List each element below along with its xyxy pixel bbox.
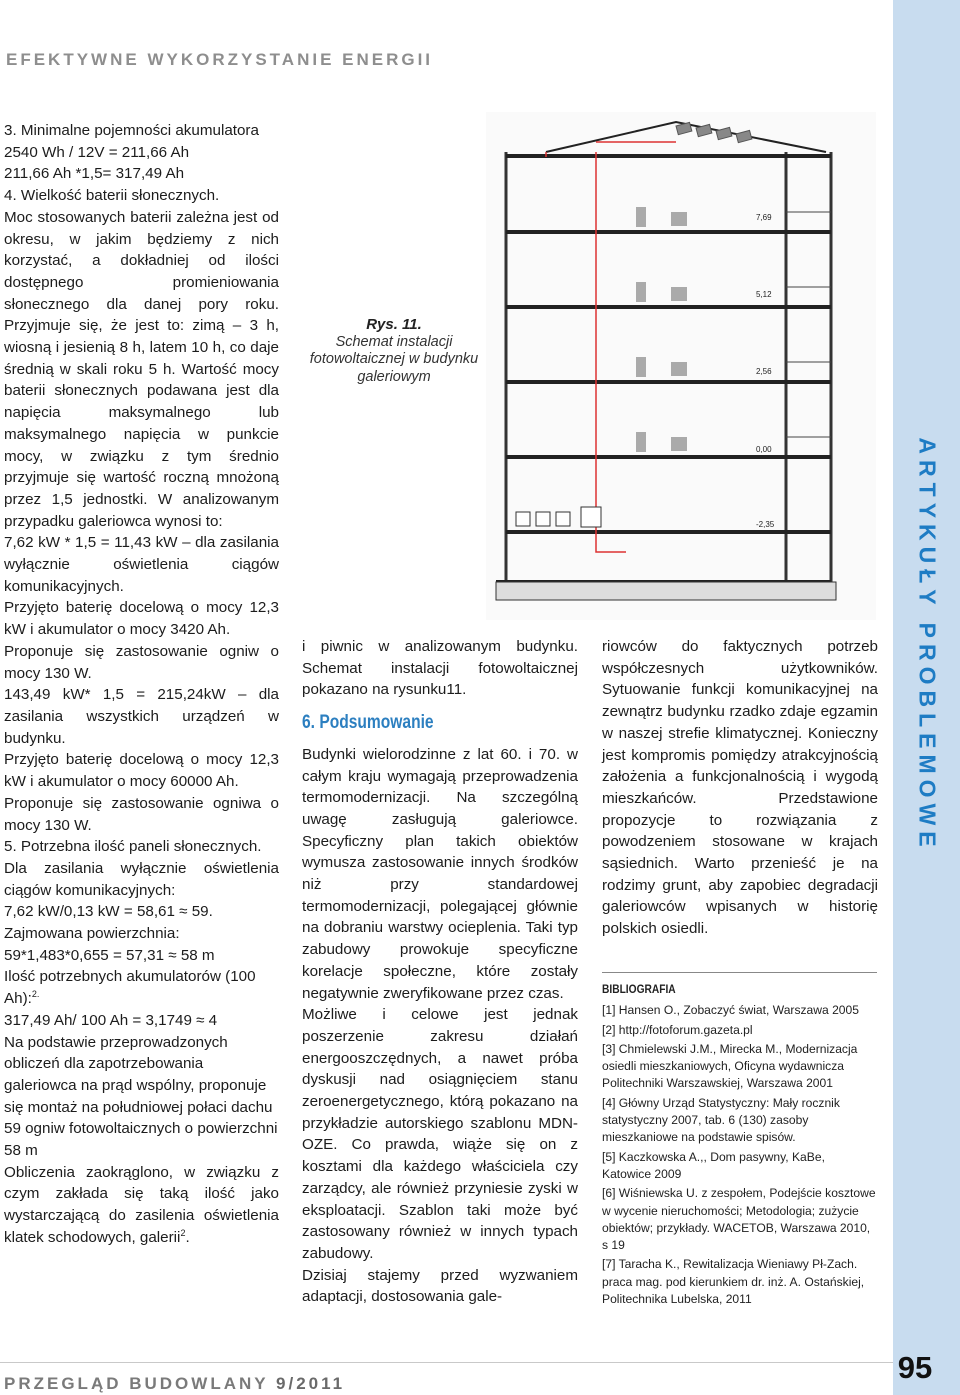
paragraph: Zajmowana powierzchnia: bbox=[4, 925, 180, 943]
caption-text: Schemat instalacji fotowoltaicznej w budynku galeriowym bbox=[309, 333, 479, 385]
paragraph: 3. Minimalne pojemności akumulatora bbox=[4, 122, 259, 139]
paragraph: 2540 Wh / 12V = 211,66 Ah bbox=[4, 143, 190, 161]
paragraph: Dzisiaj stajemy przed wyzwaniem adaptacji, dostosowania gale- bbox=[302, 1266, 578, 1306]
superscript: 2 bbox=[180, 1227, 186, 1238]
level-label: 5,12 bbox=[756, 290, 772, 299]
paragraph: Budynki wielorodzinne z lat 60. i 70. w całym kraju wymagają przeprowadzenia termomodernizacji. Na szczególną uwagę zasługują galeriowce. Specyficzny plan takich obiektów wymusza zastosowanie innych środków niż przy standardowej termomodernizacji, polegającej głównie na dobraniu warstwy ocieplenia. Taki typ zabudowy prowokuje specyficzne korelacje społeczne, które zostały negatywnie zweryfikowane przez czas. bbox=[302, 745, 578, 1002]
paragraph: Moc stosowanych baterii zależna jest od okresu, w jakim będziemy z nich korzystać, a dokładniej od ilości dostępnego promieniowania słonecznego dla danej pory roku. Przyjmuje się, że jest to: zimą – 3 h, wiosną i jesienią 8 h, latem 10 h, co daje średnią w skali roku 5 h. Wartość mocy baterii słonecznych podawana jest dla napięcia maksymalnego lub maksymalnego napięcia w punkcie mocy, w związku z tym średnio przyjmuje się wartość roczną mnożoną przez 1,5 jednostki. W analizowanym przypadku galeriowca wynosi to: bbox=[4, 208, 279, 530]
section-heading: 6. Podsumowanie bbox=[302, 712, 434, 734]
bibliography bbox=[602, 972, 877, 1310]
level-label: 2,56 bbox=[756, 367, 772, 376]
bibliography-entry: [1] Hansen O., Zobaczyć świat, Warszawa 2005 bbox=[602, 1003, 859, 1018]
level-label: 0,00 bbox=[756, 445, 772, 454]
text: . bbox=[185, 1228, 190, 1246]
bibliography-entry: [6] Wiśniewska U. z zespołem, Podejście kosztowe w wycenie nieruchomości; Metodologia; zużycie obiektów; przykłady. WACETOB, Warszawa 2010, s 19 bbox=[602, 1186, 876, 1253]
bibliography-entry: [4] Główny Urząd Statystyczny: Mały rocznik statystyczny 2007, tab. 6 (130) zasoby mieszkaniowe na podstawie spisów. bbox=[602, 1095, 840, 1145]
caption-title: Rys. 11. bbox=[366, 316, 422, 333]
figure-caption bbox=[302, 316, 486, 386]
paragraph bbox=[4, 1162, 279, 1249]
formula: Ilość potrzebnych akumulatorów (100 Ah): bbox=[4, 968, 256, 1008]
issue-number: 9/2011 bbox=[276, 1374, 346, 1393]
paragraph: 7,62 kW * 1,5 = 11,43 kW – dla zasilania wyłącznie oświetlenia ciągów komunikacyjnych. bbox=[4, 534, 279, 595]
paragraph: Proponuje się zastosowanie ogniwa o mocy 130 W. bbox=[4, 794, 279, 834]
paragraph: 7,62 kW/0,13 kW = 58,61 ≈ 59. bbox=[4, 903, 213, 921]
paragraph: 4. Wielkość baterii słonecznych. bbox=[4, 187, 220, 205]
paragraph: Dla zasilania wyłącznie oświetlenia ciągów komunikacyjnych: bbox=[4, 859, 279, 899]
paragraph: 59*1,483*0,655 = 57,31 ≈ 58 m bbox=[4, 946, 215, 964]
bibliography-entry: [2] http://fotoforum.gazeta.pl bbox=[602, 1022, 753, 1037]
paragraph: 5. Potrzebna ilość paneli słonecznych. bbox=[4, 838, 262, 856]
paragraph: Proponuje się zastosowanie ogniw o mocy 130 W. bbox=[4, 642, 279, 682]
bibliography-entry: [3] Chmielewski J.M., Mirecka M., Modernizacja osiedli mieszkaniowych, Oficyna wydawnicza Politechniki Warszawskiej, Warszawa 2001 bbox=[602, 1041, 858, 1091]
footer-divider bbox=[0, 1362, 893, 1363]
bibliography-title: BIBLIOGRAFIA bbox=[602, 982, 676, 996]
paragraph: Na podstawie przeprowadzonych obliczeń dla zapotrzebowania galeriowca na prąd wspólny, proponuje się montaż na południowej połaci dachu 59 ogniw fotowoltaicznych o powierzchni 58 m bbox=[4, 1033, 278, 1160]
magazine-title: PRZEGLĄD BUDOWLANY bbox=[4, 1374, 269, 1393]
paragraph bbox=[4, 966, 279, 1009]
building-section-figure bbox=[486, 112, 876, 620]
text: Obliczenia zaokrąglono, w związku z czym zakłada się taką ilość jako wystarczającą do zasilenia oświetlenia klatek schodowych, galerii bbox=[4, 1163, 279, 1246]
paragraph: riowców do faktycznych potrzeb współczesnych użytkowników. Sytuowanie funkcji komunikacyjnej na zewnątrz budynku rzadko zdaje egzamin w naszej strefie klimatycznej. Konieczny jest kompromis pomiędzy atrakcyjnością założenia a funkcjonalnością i wygodą mieszkańców. Przedstawione propozycje to rozwiązania z powodzeniem stosowane w krajach sąsiednich. Warto przenieść je na rodzimy grunt, aby zapobiec degradacji galeriowców wpisanych w historię polskich osiedli. bbox=[602, 638, 878, 938]
superscript: 2. bbox=[31, 989, 40, 1000]
column-2 bbox=[302, 636, 578, 1308]
page-number: 95 bbox=[897, 1350, 933, 1385]
paragraph: 211,66 Ah *1,5= 317,49 Ah bbox=[4, 165, 185, 183]
paragraph: Przyjęto baterię docelową o mocy 12,3 kW i akumulator o mocy 60000 Ah. bbox=[4, 751, 279, 791]
running-header: EFEKTYWNE WYKORZYSTANIE ENERGII bbox=[6, 50, 434, 69]
paragraph: 143,49 kW* 1,5 = 215,24kW – dla zasilania wszystkich urządzeń w budynku. bbox=[4, 686, 279, 747]
level-label: 7,69 bbox=[756, 213, 772, 222]
footer bbox=[4, 1374, 345, 1394]
section-label: ARTYKUŁY PROBLEMOWE bbox=[914, 437, 941, 853]
column-1 bbox=[4, 120, 279, 1249]
bibliography-entry: [5] Kaczkowska A.,, Dom pasywny, KaBe, Katowice 2009 bbox=[602, 1149, 825, 1181]
paragraph: 317,49 Ah/ 100 Ah = 3,1749 ≈ 4 bbox=[4, 1011, 218, 1029]
column-3 bbox=[602, 636, 878, 940]
bibliography-entry: [7] Taracha K., Rewitalizacja Wieniawy Pł-Zach. praca mag. pod kierunkiem dr. inż. A. Ostańskiej, Politechnika Lubelska, 2011 bbox=[602, 1257, 865, 1307]
level-label: -2,35 bbox=[756, 520, 775, 529]
paragraph: Przyjęto baterię docelową o mocy 12,3 kW i akumulator o mocy 3420 Ah. bbox=[4, 599, 279, 639]
paragraph: Możliwe i celowe jest jednak poszerzenie zakresu działań energooszczędnych, a nawet próba dyskusji nad osiągnięciem stanu zeroenergetycznego, którą pokazano na przykładzie autorskiego szablonu MDN-OZE. Co prawda, wiąże się on z kosztami dla każdego właściciela czy zarządcy, ale również przyniesie zyski w eksploatacji. Szablon taki może być zastosowany również w innych typach zabudowy. bbox=[302, 1006, 578, 1262]
paragraph: i piwnic w analizowanym budynku. Schemat instalacji fotowoltaicznej pokazano na rysunku11. bbox=[302, 638, 578, 699]
